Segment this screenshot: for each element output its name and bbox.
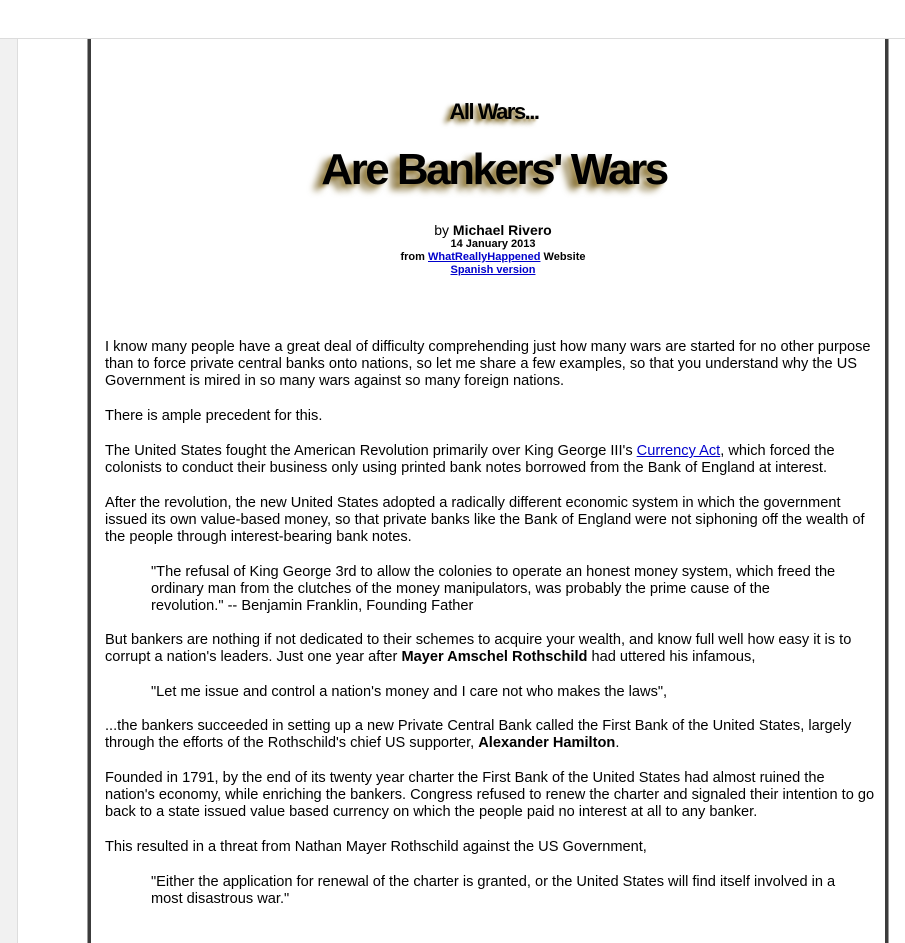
currency-act-link[interactable]: Currency Act	[636, 443, 721, 459]
paragraph-2: There is ample precedent for this.	[105, 408, 323, 424]
paragraph-6	[105, 718, 875, 752]
quote-franklin: "The refusal of King George 3rd to allow the colonies to operate an honest money system, which freed the ordinary man from the clutches of the money manipulators, was probably the prime cause of the revolution." -- Benjamin Franklin, Founding Father	[151, 564, 836, 614]
author-name: Michael Rivero	[452, 222, 552, 238]
p3-text-a: The United States fought the American Revolution primarily over King George III's	[105, 443, 637, 459]
source-link[interactable]: WhatReallyHappened	[428, 251, 541, 263]
title-small: All Wars...	[449, 99, 539, 124]
paragraph-7: Founded in 1791, by the end of its twenty year charter the First Bank of the United States had almost ruined the nation's economy, while enriching the bankers. Congress refused to renew the charter and signaled their intention to go back to a state issued value based currency on which the people paid no interest at all to any banker.	[105, 770, 875, 820]
from-prefix: from	[400, 251, 425, 263]
p6-text-b: .	[615, 735, 620, 751]
document-page	[88, 39, 888, 943]
paragraph-5	[105, 632, 875, 666]
left-gutter	[0, 39, 18, 943]
from-suffix: Website	[543, 251, 586, 263]
byline	[91, 222, 885, 238]
quote-nathan-rothschild: "Either the application for renewal of the charter is granted, or the United States will find itself involved in a most disastrous war."	[151, 874, 836, 907]
by-prefix: by	[434, 222, 450, 238]
viewer-toolbar	[0, 0, 905, 39]
rothschild-name: Mayer Amschel Rothschild	[401, 649, 588, 665]
page-title: Are Bankers' Wars	[321, 145, 667, 194]
paragraph-8: This resulted in a threat from Nathan Mayer Rothschild against the US Government,	[105, 839, 647, 855]
source-line	[91, 251, 885, 263]
spanish-version-link[interactable]: Spanish version	[450, 264, 536, 276]
paragraph-4: After the revolution, the new United States adopted a radically different economic system in which the government issued its own value-based money, so that private banks like the Bank of England were not siphoning off the wealth of the people through interest-bearing bank notes.	[105, 495, 865, 545]
hamilton-name: Alexander Hamilton	[478, 735, 616, 751]
p3-text-b: , which forced the colonists to conduct their business only using printed bank notes borrowed from the Bank of England at interest.	[105, 443, 835, 476]
publish-date: 14 January 2013	[450, 238, 536, 250]
spanish-line	[91, 264, 885, 276]
article-body	[105, 339, 875, 925]
paragraph-3	[105, 443, 875, 477]
paragraph-1: I know many people have a great deal of difficulty comprehending just how many wars are started for no other purpose than to force private central banks onto nations, so let me share a few examples, so that you understand why the US Government is mired in so many wars against so many foreign nations.	[105, 339, 871, 389]
quote-rothschild: "Let me issue and control a nation's money and I care not who makes the laws",	[151, 684, 668, 700]
p5-text-b: had uttered his infamous,	[587, 649, 756, 665]
p6-text-a: ...the bankers succeeded in setting up a new Private Central Bank called the First Bank of the United States, largely through the efforts of the Rothschild's chief US supporter,	[105, 718, 852, 751]
p5-text-a: But bankers are nothing if not dedicated to their schemes to acquire your wealth, and know full well how easy it is to corrupt a nation's leaders. Just one year after	[105, 632, 852, 665]
